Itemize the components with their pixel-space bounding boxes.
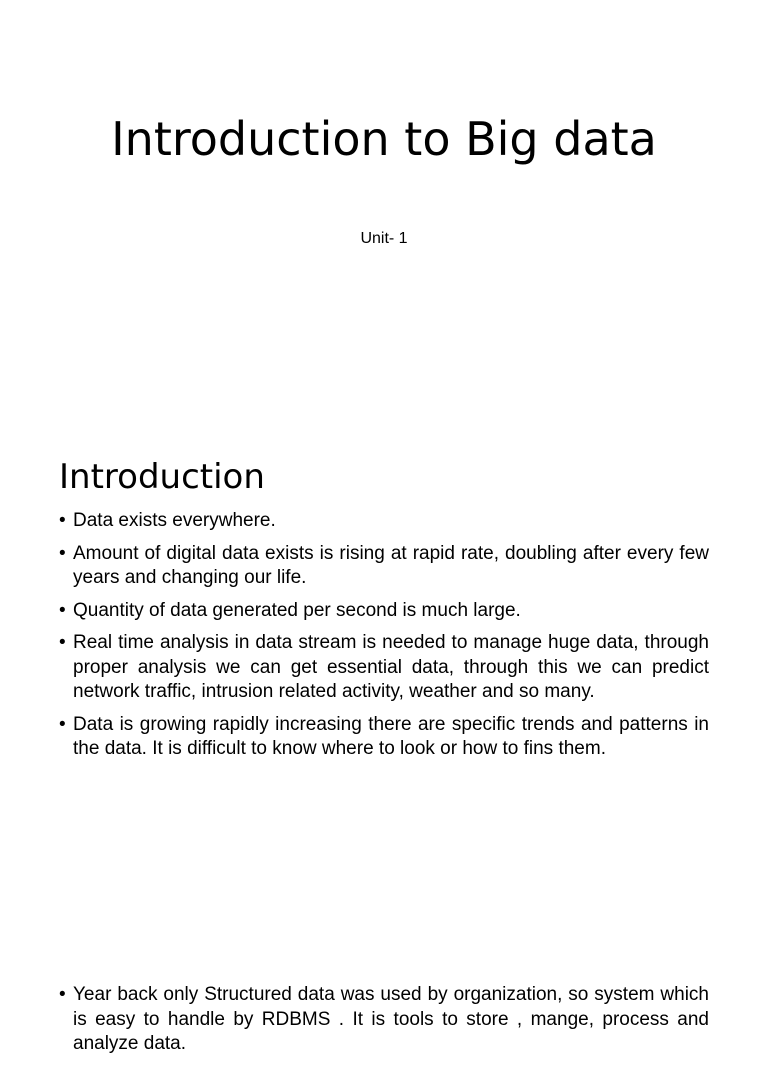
slide-heading: Introduction [59,457,265,497]
bullet-text: Quantity of data generated per second is much large. [73,599,521,621]
bullet-glyph: • [59,542,66,564]
introduction-slide [0,432,768,864]
bullet-item [59,631,709,705]
bullet-list [59,509,709,770]
bullet-item [59,983,709,1057]
bullet-text: Real time analysis in data stream is needed to manage huge data, through proper analysis we can get essential data, through this we can predict network traffic, intrusion related activity, weather and so many. [73,632,709,702]
presentation-subtitle: Unit- 1 [360,230,408,247]
bullet-item [59,509,709,534]
presentation-title: Introduction to Big data [111,112,657,166]
bullet-item [59,542,709,591]
bullet-text: Data is growing rapidly increasing there are specific trends and patterns in the data. It is difficult to know where to look or how to fins them. [73,713,709,759]
continuation-slide [0,864,768,1054]
bullet-glyph: • [59,510,66,531]
bullet-glyph: • [59,599,66,621]
bullet-text: Amount of digital data exists is rising at rapid rate, doubling after every few years and changing our life. [73,542,709,588]
bullet-item [59,599,709,624]
title-slide [0,0,768,432]
bullet-text: Year back only Structured data was used by organization, so system which is easy to handle by RDBMS . It is tools to store , mange, process and analyze data. [73,984,709,1054]
bullet-glyph: • [59,632,66,653]
bullet-item [59,713,709,762]
bullet-glyph: • [59,984,66,1005]
bullet-text: Data exists everywhere. [73,510,276,531]
bullet-list [59,983,709,1065]
bullet-glyph: • [59,713,66,735]
